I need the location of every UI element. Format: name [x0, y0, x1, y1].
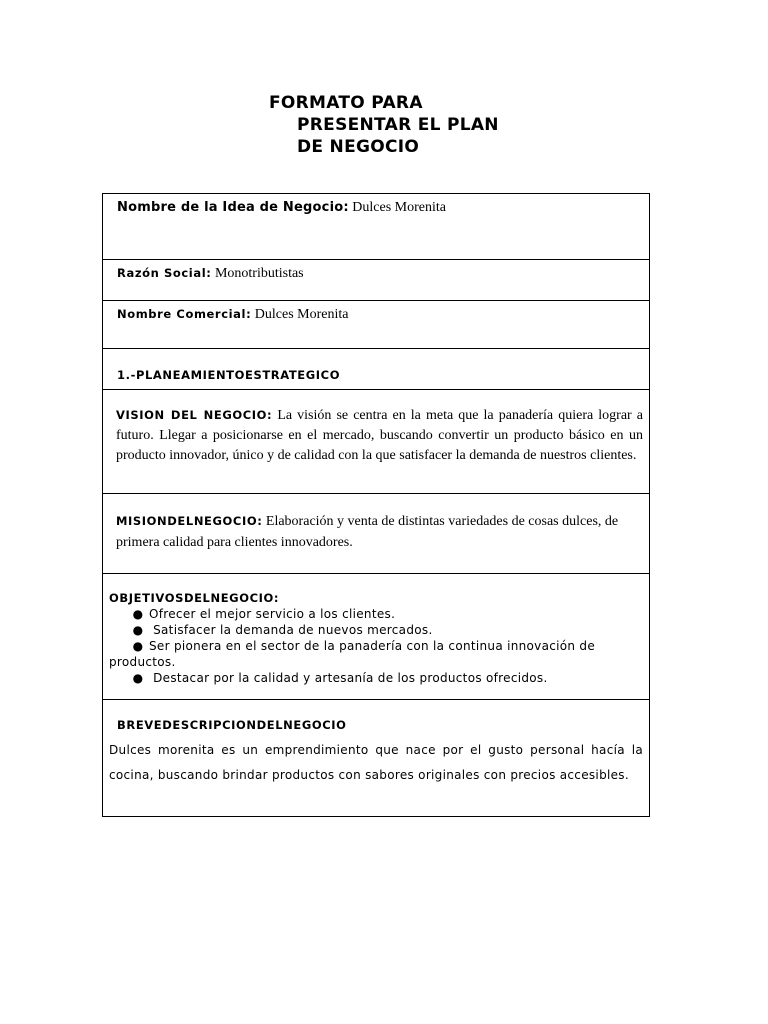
document-title [269, 92, 499, 158]
idea-value: Dulces Morenita [348, 200, 446, 215]
objetivos-list [109, 606, 643, 686]
business-plan-table [102, 193, 650, 817]
objetivos-label: OBJETIVOSDELNEGOCIO: [109, 591, 280, 605]
razon-label: Razón Social: [117, 266, 212, 280]
list-item: ● Ofrecer el mejor servicio a los clientes. [109, 606, 643, 622]
row-mision [103, 494, 649, 574]
list-item: ● Satisfacer la demanda de nuevos mercados. [109, 622, 643, 638]
mision-label: MISIONDELNEGOCIO: [116, 514, 263, 528]
row-descripcion [103, 700, 649, 816]
row-razon-social [103, 260, 649, 301]
descripcion-text: Dulces morenita es un emprendimiento que nace por el gusto personal hacía la cocina, buscando brindar productos con sabores originales con precios accesibles. [109, 743, 643, 782]
vision-label: VISION DEL NEGOCIO: [116, 408, 273, 422]
row-vision [103, 390, 649, 494]
row-nombre-comercial [103, 301, 649, 349]
title-line-1: FORMATO PARA [269, 93, 423, 113]
list-item-continuation: productos. [109, 655, 176, 669]
comercial-value: Dulces Morenita [251, 307, 349, 322]
row-objetivos [103, 574, 649, 700]
bullet-icon: ● [132, 671, 144, 685]
title-line-3: DE NEGOCIO [297, 137, 420, 157]
title-line-2: PRESENTAR EL PLAN [297, 115, 499, 135]
row-planeamiento [103, 349, 649, 390]
bullet-icon: ● [132, 623, 144, 637]
vision-text: La visión se centra en la meta que la panadería quiera lograr a futuro. Llegar a posicionarse en el mercado, buscando convertir un producto básico en un producto innovador, único y de calidad con la que satisfacer la demanda de nuestros clientes. [116, 408, 643, 463]
idea-label: Nombre de la Idea de Negocio: [117, 200, 349, 215]
planeamiento-label: 1.-PLANEAMIENTOESTRATEGICO [117, 368, 341, 382]
mision-text: Elaboración y venta de distintas variedades de cosas dulces, de primera calidad para clientes innovadores. [116, 514, 619, 550]
bullet-icon: ● [132, 639, 144, 653]
list-item: ● Ser pionera en el sector de la panadería con la continua innovación de [109, 638, 643, 654]
row-idea-negocio [103, 194, 649, 260]
razon-value: Monotributistas [211, 266, 304, 281]
descripcion-label: BREVEDESCRIPCIONDELNEGOCIO [117, 718, 347, 732]
bullet-icon: ● [132, 607, 144, 621]
comercial-label: Nombre Comercial: [117, 307, 252, 321]
list-item: ● Destacar por la calidad y artesanía de los productos ofrecidos. [109, 670, 643, 686]
